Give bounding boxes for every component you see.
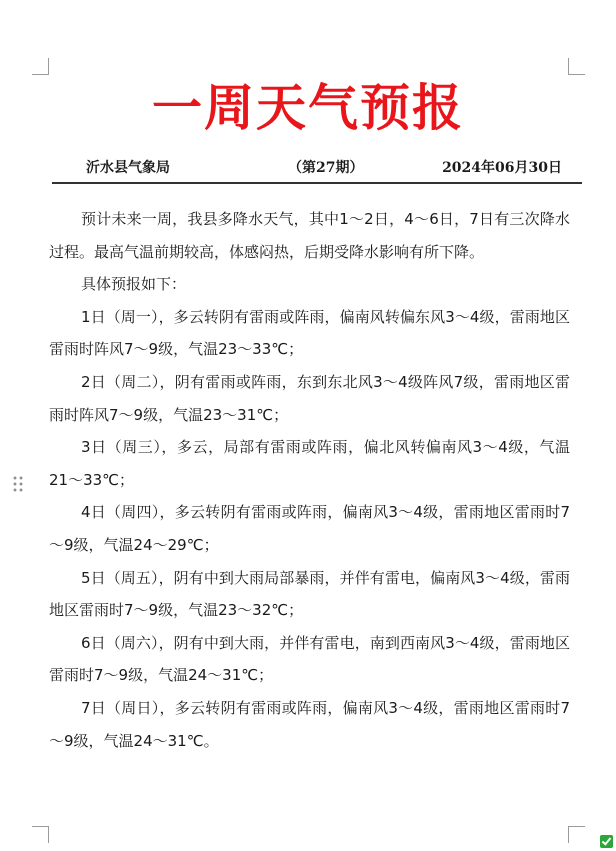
document-header [52, 157, 582, 179]
issue-date: 2024年06月30日 [442, 160, 562, 176]
forecast-day-5: 5日（周五），阴有中到大雨局部暴雨，并伴有雷电，偏南风3～4级，雷雨地区雷雨时7～9级，气温23～32℃； [49, 568, 570, 620]
forecast-day-7: 7日（周日），多云转阴有雷雨或阵雨，偏南风3～4级，雷雨地区雷雨时7～9级，气温24～31℃。 [49, 698, 570, 750]
forecast-day-4: 4日（周四），多云转阴有雷雨或阵雨，偏南风3～4级，雷雨地区雷雨时7～9级，气温24～29℃； [49, 503, 570, 554]
page-corner-mark-bottom-left [32, 826, 49, 843]
issue-number: （第27期） [288, 160, 364, 176]
check-badge-icon[interactable] [600, 835, 613, 848]
document-title: 一周天气预报 [152, 78, 464, 137]
forecast-day-6: 6日（周六），阴有中到大雨，并伴有雷电，南到西南风3～4级，雷雨地区雷雨时7～9级，气温24～31℃； [49, 633, 570, 685]
issuing-organization: 沂水县气象局 [86, 160, 170, 176]
forecast-intro: 具体预报如下： [81, 275, 187, 294]
drag-handle-icon[interactable] [12, 475, 24, 493]
summary-paragraph: 预计未来一周，我县多降水天气，其中1～2日，4～6日，7日有三次降水过程。最高气温前期较高，体感闷热，后期受降水影响有所下降。 [49, 210, 570, 261]
page-corner-mark-bottom-right [568, 826, 585, 843]
page-corner-mark-top-right [568, 58, 585, 75]
page-corner-mark-top-left [32, 58, 49, 75]
forecast-day-3: 3日（周三），多云，局部有雷雨或阵雨，偏北风转偏南风3～4级，气温21～33℃； [49, 438, 570, 489]
header-divider [52, 182, 582, 184]
forecast-day-2: 2日（周二），阴有雷雨或阵雨，东到东北风3～4级阵风7级，雷雨地区雷雨时阵风7～9级，气温23～31℃； [49, 372, 570, 424]
forecast-day-1: 1日（周一），多云转阴有雷雨或阵雨，偏南风转偏东风3～4级，雷雨地区雷雨时阵风7～9级，气温23～33℃； [49, 307, 570, 359]
document-body[interactable] [49, 203, 570, 757]
